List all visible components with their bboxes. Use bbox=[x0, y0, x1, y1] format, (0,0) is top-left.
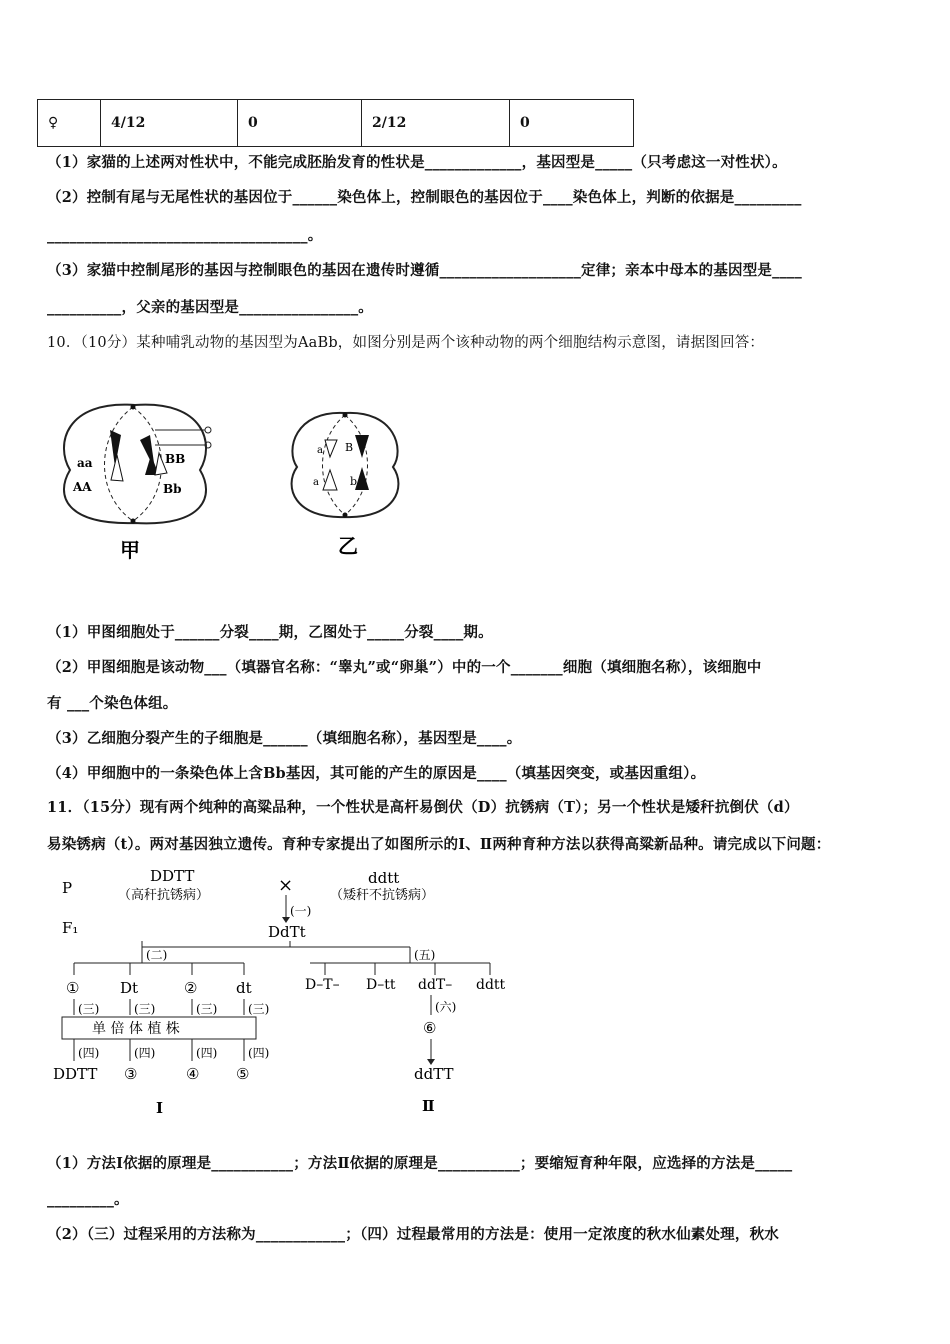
label-a-top: a bbox=[317, 445, 323, 456]
q9-item-2-cont: ___________________________________。 bbox=[47, 227, 323, 244]
label-aa: aa bbox=[77, 456, 93, 470]
f2-ddtt: ddtt bbox=[476, 977, 506, 993]
f2-D-tt: D–tt bbox=[366, 977, 396, 993]
phenotype-table bbox=[37, 99, 634, 147]
q11-item-1-cont: _________。 bbox=[47, 1191, 129, 1208]
parent2-phenotype: （矮秆不抗锈病） bbox=[330, 888, 435, 903]
label-a-bottom: a bbox=[313, 477, 319, 488]
label-BB: BB bbox=[165, 452, 186, 466]
step-3d: (三) bbox=[248, 1002, 270, 1016]
q10-stem: 10．（10分）某种哺乳动物的基因型为AaBb，如图分别是两个该种动物的两个细胞结构示意图，请据图回答： bbox=[47, 335, 765, 351]
method-I-label: Ⅰ bbox=[156, 1099, 164, 1117]
table-cell: 2/12 bbox=[362, 100, 510, 147]
label-b: b bbox=[350, 475, 358, 488]
f2-D-T-: D–T– bbox=[305, 977, 340, 993]
label-F1: F₁ bbox=[62, 919, 79, 937]
cell-jia bbox=[64, 405, 211, 563]
result-4: ④ bbox=[186, 1065, 200, 1083]
q11-item-2: （2）（三）过程采用的方法称为____________；（四）过程最常用的方法是：使用一定浓度的秋水仙素处理，秋水 bbox=[47, 1226, 779, 1243]
table-cell: 4/12 bbox=[101, 100, 238, 147]
step-3b: (三) bbox=[134, 1002, 156, 1016]
step-6: (六) bbox=[435, 1000, 457, 1014]
gamete-Dt: Dt bbox=[120, 979, 139, 997]
parent1-genotype: DDTT bbox=[150, 867, 195, 885]
label-Bb: Bb bbox=[163, 482, 182, 496]
q10-item-1: （1）甲图细胞处于______分裂____期，乙图处于_____分裂____期。 bbox=[47, 624, 493, 641]
step-4b: (四) bbox=[134, 1046, 156, 1060]
cell-division-figure bbox=[55, 395, 435, 570]
breeding-diagram bbox=[50, 865, 530, 1120]
result-ddTT: ddTT bbox=[414, 1065, 454, 1083]
step-2: (二) bbox=[146, 948, 168, 962]
caption-yi: 乙 bbox=[338, 534, 358, 558]
gamete-1: ① bbox=[66, 979, 80, 997]
q9-item-1: （1）家猫的上述两对性状中，不能完成胚胎发育的性状是_____________，基因型是_____（只考虑这一对性状）。 bbox=[47, 154, 787, 171]
caption-jia: 甲 bbox=[120, 538, 140, 562]
result-3: ③ bbox=[124, 1065, 138, 1083]
step-4c: (四) bbox=[196, 1046, 218, 1060]
cell-yi bbox=[292, 413, 399, 559]
label-AA: AA bbox=[73, 480, 92, 494]
table-row bbox=[38, 100, 634, 147]
result-5: ⑤ bbox=[236, 1065, 250, 1083]
parent1-phenotype: （高秆抗锈病） bbox=[118, 888, 210, 903]
q11-item-1: （1）方法Ⅰ依据的原理是___________；方法Ⅱ依据的原理是___________；要缩短育种年限，应选择的方法是_____ bbox=[47, 1155, 793, 1172]
result-6: ⑥ bbox=[423, 1019, 437, 1037]
q11-stem-cont: 易染锈病（t）。两对基因独立遗传。育种专家提出了如图所示的Ⅰ、Ⅱ两种育种方法以获得高粱新品种。请完成以下问题： bbox=[47, 836, 831, 853]
table-cell: 0 bbox=[510, 100, 634, 147]
haploid-plants: 单 倍 体 植 株 bbox=[92, 1021, 180, 1037]
gamete-2: ② bbox=[184, 979, 198, 997]
f2-ddT-: ddT– bbox=[418, 977, 453, 993]
q10-item-4: （4）甲细胞中的一条染色体上含Bb基因，其可能的产生的原因是____（填基因突变，或基因重组）。 bbox=[47, 765, 706, 782]
q10-item-2: （2）甲图细胞是该动物___（填器官名称：“睾丸”或“卵巢”）中的一个_______细胞（填细胞名称），该细胞中 bbox=[47, 659, 762, 676]
step-3c: (三) bbox=[196, 1002, 218, 1016]
gamete-dt: dt bbox=[236, 979, 252, 997]
label-P: P bbox=[62, 879, 73, 897]
q10-item-3: （3）乙细胞分裂产生的子细胞是______（填细胞名称），基因型是____。 bbox=[47, 730, 522, 747]
table-cell: 0 bbox=[238, 100, 362, 147]
q9-item-3: （3）家猫中控制尾形的基因与控制眼色的基因在遗传时遵循___________________定律；亲本中母本的基因型是____ bbox=[47, 262, 802, 279]
label-B: B bbox=[345, 441, 354, 454]
q9-item-3-cont: __________，父亲的基因型是________________。 bbox=[47, 299, 373, 316]
step-1: (一) bbox=[290, 904, 312, 918]
method-II-label: Ⅱ bbox=[422, 1097, 435, 1115]
q10-item-2-cont: 有 ___个染色体组。 bbox=[47, 695, 178, 712]
result-DDTT: DDTT bbox=[53, 1065, 98, 1083]
step-4a: (四) bbox=[78, 1046, 100, 1060]
f1-genotype: DdTt bbox=[268, 923, 306, 941]
step-3a: (三) bbox=[78, 1002, 100, 1016]
q11-stem: 11．（15分）现有两个纯种的高粱品种，一个性状是高杆易倒伏（D）抗锈病（T）；另一个性状是矮秆抗倒伏（d） bbox=[47, 799, 799, 816]
step-5: (五) bbox=[414, 948, 436, 962]
step-4d: (四) bbox=[248, 1046, 270, 1060]
parent2-genotype: ddtt bbox=[368, 869, 400, 887]
cross-symbol: × bbox=[278, 875, 294, 896]
q9-item-2: （2）控制有尾与无尾性状的基因位于______染色体上，控制眼色的基因位于____染色体上，判断的依据是_________ bbox=[47, 189, 802, 206]
table-cell: ♀ bbox=[38, 100, 101, 147]
